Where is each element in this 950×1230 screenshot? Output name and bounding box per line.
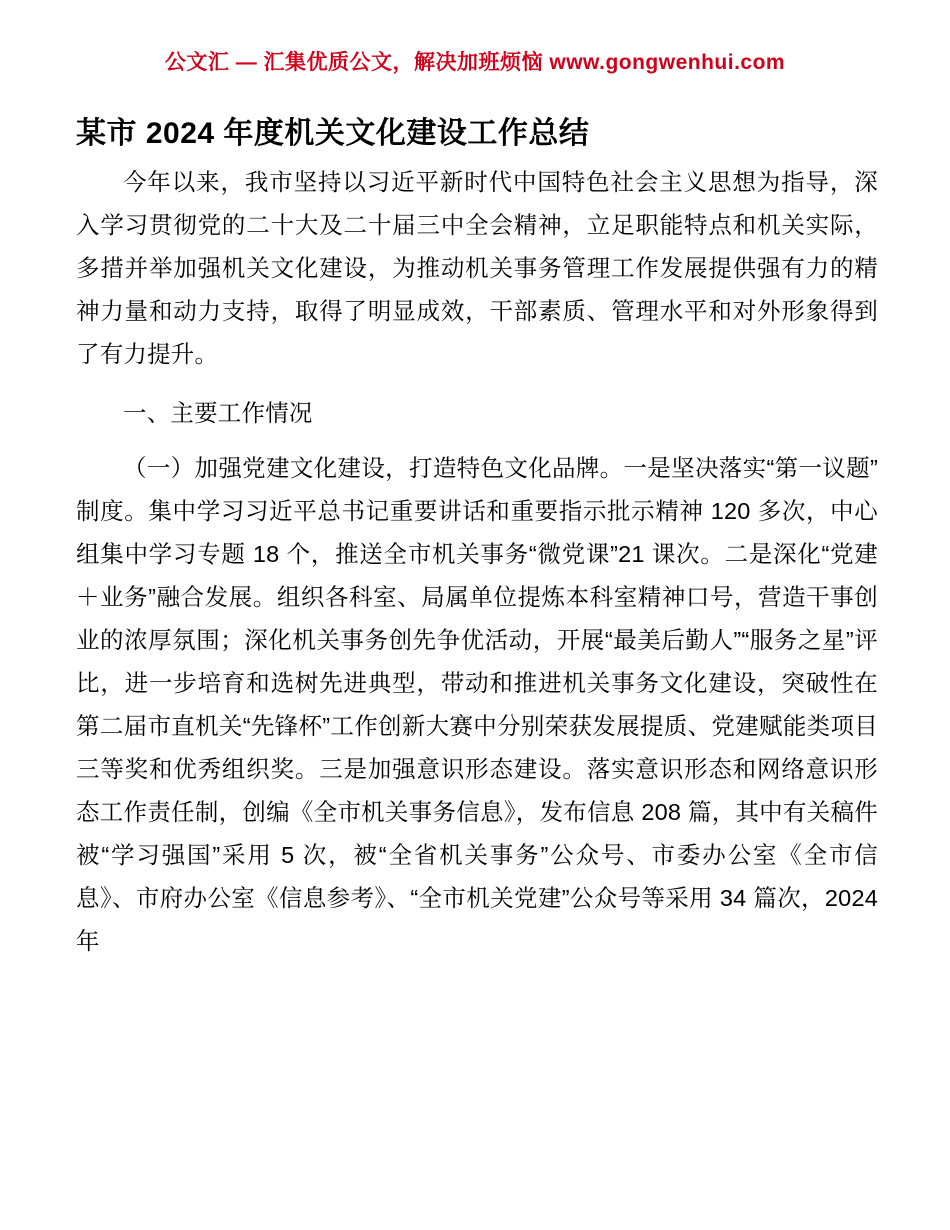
watermark-url-text: www.gongwenhui.com — [543, 51, 786, 74]
section-heading-1: 一、主要工作情况 — [123, 399, 313, 426]
page-title: 某市 2024 年度机关文化建设工作总结 — [76, 117, 590, 150]
paragraph-section-1-1: （一）加强党建文化建设，打造特色文化品牌。一是坚决落实“第一议题”制度。集中学习习近平总书记重要讲话和重要指示批示精神 120 多次，中心组集中学习专题 18 个，推送全市机关事务“微党课”21 课次。二是深化“党建＋业务”融合发展。组织各科室、局属单位提炼本科室精神口号，营造干事创业的浓厚氛围；深化机关事务创先争优活动，开展“最美后勤人”“服务之星”评比，进一步培育和选树先进典型，带动和推进机关事务文化建设，突破性在第二届市直机关“先锋杯”工作创新大赛中分别荣获发展提质、党建赋能类项目三等奖和优秀组织奖。三是加强意识形态建设。落实意识形态和网络意识形态工作责任制，创编《全市机关事务信息》，发布信息 208 篇，其中有关稿件被“学习强国”采用 5 次，被“全省机关事务”公众号、市委办公室《全市信息》、市府办公室《信息参考》、“全市机关党建”公众号等采用 34 篇次，2024 年 — [76, 454, 878, 954]
watermark-brand-text: 公文汇 — 汇集优质公文，解决加班烦恼 — [164, 51, 544, 74]
document-body — [0, 114, 950, 963]
watermark-banner — [0, 0, 950, 76]
paragraph-intro: 今年以来，我市坚持以习近平新时代中国特色社会主义思想为指导，深入学习贯彻党的二十大及二十届三中全会精神，立足职能特点和机关实际，多措并举加强机关文化建设，为推动机关事务管理工作发展提供强有力的精神力量和动力支持，取得了明显成效，干部素质、管理水平和对外形象得到了有力提升。 — [76, 168, 878, 367]
